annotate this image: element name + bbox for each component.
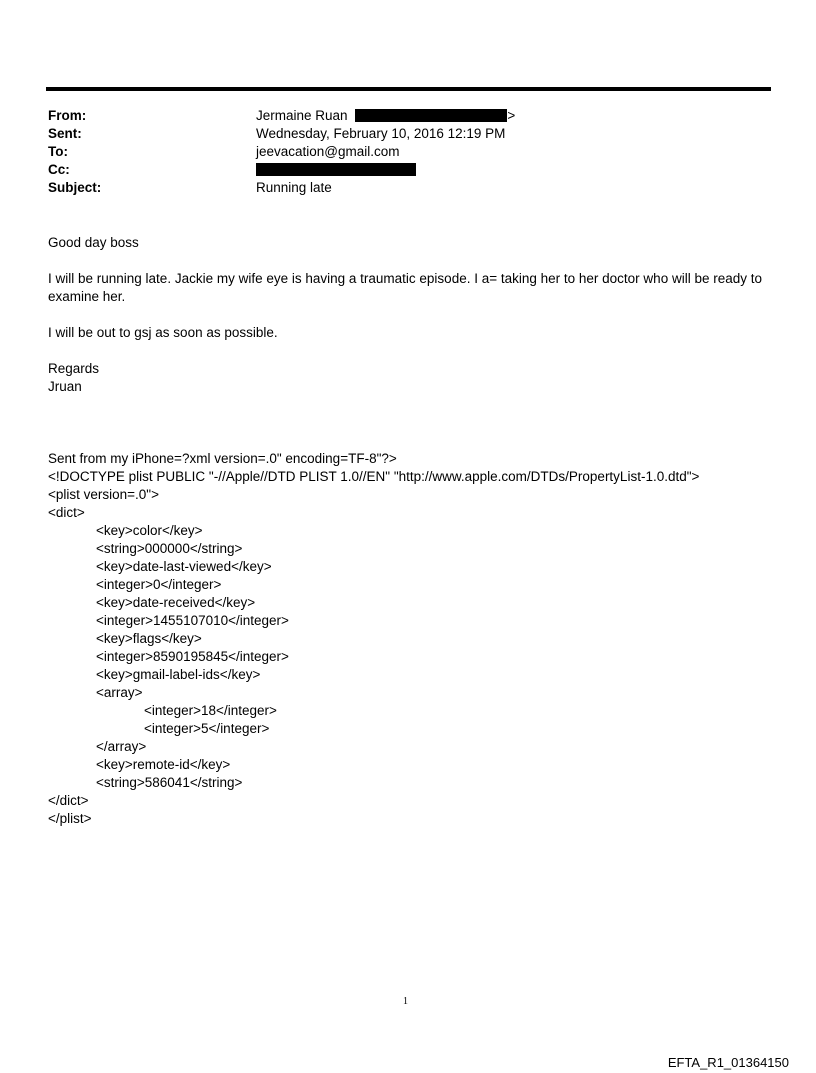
plist-line: <key>date-last-viewed</key> (96, 559, 272, 574)
page-number: 1 (403, 996, 408, 1007)
redaction-box (355, 109, 507, 122)
plist-line: <key>gmail-label-ids</key> (96, 667, 261, 682)
plist-line: Sent from my iPhone=?xml version=.0" encoding=TF-8"?> (48, 451, 397, 466)
redaction-box (256, 163, 416, 176)
signature: Jruan (48, 379, 82, 394)
plist-line: <dict> (48, 505, 85, 520)
plist-line: <key>flags</key> (96, 631, 202, 646)
from-name: Jermaine Ruan (256, 108, 348, 123)
plist-line: <integer>18</integer> (144, 703, 277, 718)
document-id: EFTA_R1_01364150 (667, 1055, 789, 1070)
plist-line: <array> (96, 685, 143, 700)
subject-value: Running late (256, 180, 332, 195)
plist-line: <integer>0</integer> (96, 577, 222, 592)
plist-line: <string>000000</string> (96, 541, 243, 556)
plist-line: </array> (96, 739, 147, 754)
plist-line: <key>remote-id</key> (96, 757, 231, 772)
plist-line: <integer>1455107010</integer> (96, 613, 289, 628)
from-label: From: (48, 108, 87, 123)
header-rule (46, 87, 771, 91)
closing: Regards (48, 361, 100, 376)
plist-line: <key>date-received</key> (96, 595, 256, 610)
sent-value: Wednesday, February 10, 2016 12:19 PM (256, 126, 506, 141)
plist-line: <string>586041</string> (96, 775, 243, 790)
plist-line: </plist> (48, 811, 92, 826)
plist-line: <!DOCTYPE plist PUBLIC "-//Apple//DTD PLIST 1.0//EN" "http://www.apple.com/DTDs/PropertyList-1.0.dtd"> (48, 469, 700, 484)
from-suffix: > (507, 108, 516, 123)
plist-line: <key>color</key> (96, 523, 203, 538)
plist-line: <integer>5</integer> (144, 721, 270, 736)
greeting: Good day boss (48, 235, 139, 250)
to-value: jeevacation@gmail.com (256, 144, 400, 159)
cc-field (256, 161, 416, 179)
from-field (256, 107, 515, 125)
subject-label: Subject: (48, 180, 102, 195)
sent-label: Sent: (48, 126, 82, 141)
cc-label: Cc: (48, 162, 70, 177)
body-paragraph: I will be out to gsj as soon as possible. (48, 325, 278, 340)
plist-line: <plist version=.0"> (48, 487, 159, 502)
to-label: To: (48, 144, 68, 159)
body-paragraph: I will be running late. Jackie my wife eye is having a traumatic episode. I a= taking her to her doctor who will be ready to examine her. (48, 271, 762, 304)
plist-line: <integer>8590195845</integer> (96, 649, 289, 664)
plist-line: </dict> (48, 793, 89, 808)
